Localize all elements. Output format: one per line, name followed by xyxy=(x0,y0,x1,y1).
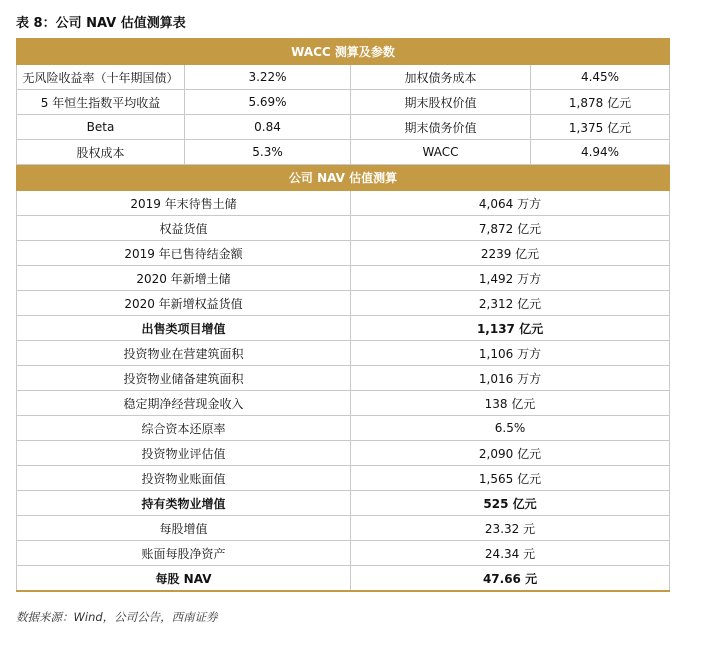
nav-label: 账面每股净资产 xyxy=(17,541,351,566)
wacc-value: 0.84 xyxy=(185,115,351,140)
nav-label: 2019 年已售待结金额 xyxy=(17,241,351,266)
nav-value: 525 亿元 xyxy=(351,491,670,516)
nav-label: 2019 年末待售土储 xyxy=(17,191,351,216)
nav-label: 出售类项目增值 xyxy=(17,316,351,341)
wacc-row xyxy=(17,140,670,165)
nav-row xyxy=(17,191,670,216)
nav-row xyxy=(17,266,670,291)
nav-row xyxy=(17,391,670,416)
nav-row xyxy=(17,441,670,466)
nav-value: 1,492 万方 xyxy=(351,266,670,291)
wacc-header-row xyxy=(17,39,670,65)
nav-row xyxy=(17,241,670,266)
wacc-value: 1,878 亿元 xyxy=(531,90,670,115)
wacc-label: Beta xyxy=(17,115,185,140)
nav-label: 2020 年新增土储 xyxy=(17,266,351,291)
wacc-label: 5 年恒生指数平均收益 xyxy=(17,90,185,115)
nav-label: 2020 年新增权益货值 xyxy=(17,291,351,316)
nav-value: 47.66 元 xyxy=(351,566,670,592)
nav-value: 2,090 亿元 xyxy=(351,441,670,466)
nav-value: 24.34 元 xyxy=(351,541,670,566)
wacc-header: WACC 测算及参数 xyxy=(17,39,670,65)
wacc-value: 5.69% xyxy=(185,90,351,115)
nav-label: 综合资本还原率 xyxy=(17,416,351,441)
table-title: 表 8：公司 NAV 估值测算表 xyxy=(16,16,186,31)
wacc-label: 加权债务成本 xyxy=(351,65,531,90)
wacc-row xyxy=(17,90,670,115)
wacc-label: 股权成本 xyxy=(17,140,185,165)
nav-row xyxy=(17,291,670,316)
wacc-label: 期末股权价值 xyxy=(351,90,531,115)
wacc-value: 1,375 亿元 xyxy=(531,115,670,140)
nav-value: 6.5% xyxy=(351,416,670,441)
nav-value: 1,137 亿元 xyxy=(351,316,670,341)
nav-label: 稳定期净经营现金收入 xyxy=(17,391,351,416)
wacc-label: 期末债务价值 xyxy=(351,115,531,140)
nav-valuation-table xyxy=(16,38,670,592)
nav-row xyxy=(17,366,670,391)
wacc-label: WACC xyxy=(351,140,531,165)
nav-label: 权益货值 xyxy=(17,216,351,241)
wacc-row xyxy=(17,115,670,140)
nav-label: 投资物业在营建筑面积 xyxy=(17,341,351,366)
nav-header: 公司 NAV 估值测算 xyxy=(17,165,670,191)
nav-row-total xyxy=(17,566,670,592)
nav-row xyxy=(17,541,670,566)
nav-row xyxy=(17,516,670,541)
nav-value: 2239 亿元 xyxy=(351,241,670,266)
wacc-value: 5.3% xyxy=(185,140,351,165)
nav-label: 投资物业账面值 xyxy=(17,466,351,491)
nav-label: 投资物业评估值 xyxy=(17,441,351,466)
nav-value: 1,106 万方 xyxy=(351,341,670,366)
nav-label: 投资物业储备建筑面积 xyxy=(17,366,351,391)
nav-row xyxy=(17,416,670,441)
nav-value: 1,565 亿元 xyxy=(351,466,670,491)
nav-header-row xyxy=(17,165,670,191)
nav-value: 4,064 万方 xyxy=(351,191,670,216)
nav-row xyxy=(17,341,670,366)
wacc-row xyxy=(17,65,670,90)
nav-value: 2,312 亿元 xyxy=(351,291,670,316)
data-source-note: 数据来源：Wind，公司公告，西南证券 xyxy=(16,610,218,624)
nav-row-subtotal xyxy=(17,491,670,516)
nav-row-subtotal xyxy=(17,316,670,341)
wacc-value: 4.45% xyxy=(531,65,670,90)
nav-value: 7,872 亿元 xyxy=(351,216,670,241)
wacc-value: 3.22% xyxy=(185,65,351,90)
nav-row xyxy=(17,216,670,241)
nav-value: 23.32 元 xyxy=(351,516,670,541)
wacc-label: 无风险收益率（十年期国债） xyxy=(17,65,185,90)
nav-label: 每股 NAV xyxy=(17,566,351,592)
wacc-value: 4.94% xyxy=(531,140,670,165)
nav-label: 持有类物业增值 xyxy=(17,491,351,516)
nav-value: 1,016 万方 xyxy=(351,366,670,391)
nav-label: 每股增值 xyxy=(17,516,351,541)
nav-row xyxy=(17,466,670,491)
nav-value: 138 亿元 xyxy=(351,391,670,416)
